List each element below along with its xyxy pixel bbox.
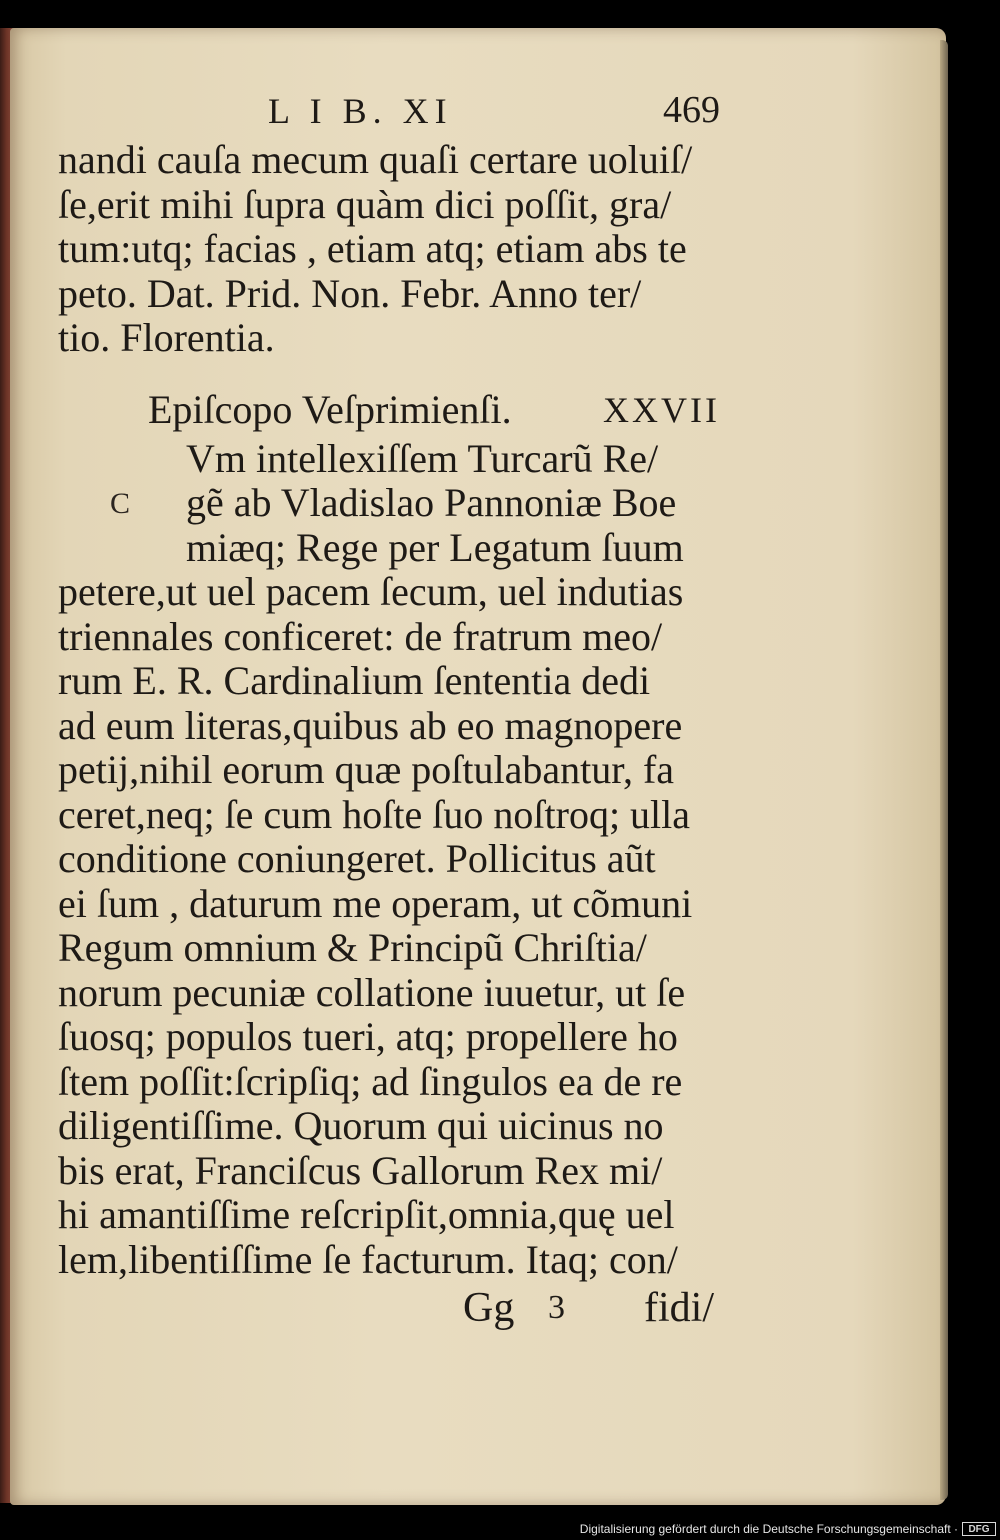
signature-line	[58, 1284, 720, 1332]
guide-letter: C	[110, 486, 131, 520]
text-line: ſtem poſſit:ſcripſiq; ad ſingulos ea de re	[58, 1058, 683, 1104]
letter-heading	[58, 385, 720, 435]
page-text-block	[58, 90, 720, 1332]
text-line: norum pecuniæ collatione iuuetur, ut ſe	[58, 969, 686, 1015]
dfg-logo: DFG	[962, 1522, 996, 1536]
running-head-title: L I B. XI	[268, 91, 453, 131]
catchword: fidi/	[644, 1285, 714, 1331]
text-line: tum:utq; facias , etiam atq; etiam abs te	[58, 226, 687, 271]
text-line: tio. Florentia.	[58, 315, 275, 360]
letter-addressee: Epiſcopo Veſprimienſi.	[148, 386, 512, 432]
running-head	[58, 90, 720, 138]
indented-line: Vm intellexiſſem Turcarũ Re/	[186, 435, 659, 481]
text-line: ſuosq; populos tueri, atq; propellere ho	[58, 1014, 678, 1059]
page-number: 469	[663, 89, 720, 131]
text-line: petij,nihil eorum quæ poſtulabantur, fa	[58, 747, 675, 792]
text-line: lem,libentiſſime ſe facturum. Itaq; con/	[58, 1236, 678, 1282]
previous-letter-ending	[58, 138, 720, 361]
initial-block	[58, 437, 720, 571]
letter-body	[58, 570, 720, 1282]
signature-mark: Gg	[463, 1285, 515, 1331]
text-line: conditione coniungeret. Pollicitus aũt	[58, 836, 656, 881]
digitization-footer	[0, 1506, 1000, 1540]
indented-line: gẽ ab Vladislao Pannoniæ Boe	[186, 480, 677, 525]
text-line: rum E. R. Cardinalium ſententia dedi	[58, 658, 651, 703]
indented-line: miæq; Rege per Legatum ſuum	[186, 524, 684, 570]
text-line: hi amantiſſime reſcripſit,omnia,quę uel	[58, 1192, 675, 1237]
text-line: bis erat, Franciſcus Gallorum Rex mi/	[58, 1147, 663, 1193]
text-line: nandi cauſa mecum quaſi certare uoluiſ/	[58, 137, 693, 182]
text-line: petere,ut uel pacem ſecum, uel indutias	[58, 569, 684, 614]
funding-credit: Digitalisierung gefördert durch die Deutsche Forschungsgemeinschaft ·	[579, 1522, 958, 1536]
text-line: ſe,erit mihi ſupra quàm dici poſſit, gra/	[58, 181, 672, 227]
signature-number: 3	[548, 1289, 565, 1326]
text-line: triennales conficeret: de fratrum meo/	[58, 613, 663, 659]
text-line: diligentiſſime. Quorum qui uicinus no	[58, 1103, 664, 1148]
text-line: ceret,neq; ſe cum hoſte ſuo noſtroq; ulla	[58, 791, 691, 837]
text-line: Regum omnium & Principũ Chriſtia/	[58, 925, 647, 970]
letter-number: XXVII	[603, 389, 720, 430]
text-line: peto. Dat. Prid. Non. Febr. Anno ter/	[58, 270, 642, 316]
page-edge	[940, 40, 948, 1500]
text-line: ei ſum , daturum me operam, ut cõmuni	[58, 880, 693, 926]
text-line: ad eum literas,quibus ab eo magnopere	[58, 702, 683, 748]
